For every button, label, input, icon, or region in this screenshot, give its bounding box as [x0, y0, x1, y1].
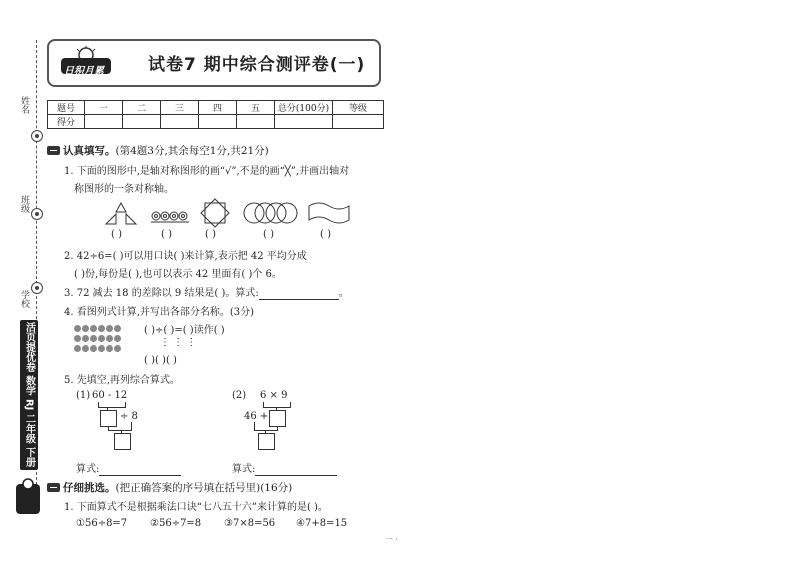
answer-box[interactable] — [269, 410, 286, 427]
table-header: 题号 — [48, 101, 85, 115]
q5b-label: (2) — [232, 390, 247, 401]
q5a-label: (1) — [76, 390, 91, 401]
q1-answer-blank[interactable]: ( ) — [263, 229, 274, 240]
class-label: 班级 — [19, 195, 29, 213]
school-label: 学校 — [19, 290, 29, 308]
score-cell[interactable] — [85, 115, 123, 129]
score-cell[interactable] — [333, 115, 384, 129]
q5b-formula: 算式: — [232, 460, 337, 476]
q4-expression[interactable]: ( )÷( )=( )读作( ) — [144, 325, 225, 336]
series-badge: 活页提优卷 数学 RJ 二年级 下册 — [20, 320, 38, 470]
q2-text: 2. 42÷6=( )可以用口诀( )来计算,表示把 42 平均分成 — [64, 251, 307, 262]
section1-heading: 认真填写。(第4题3分,其余每空1分,共21分) — [47, 143, 269, 158]
name-label: 姓名 — [19, 96, 29, 114]
connector-line — [263, 407, 291, 408]
q5a-expression: 60 - 12 — [92, 390, 128, 401]
q1-answer-blank[interactable]: ( ) — [161, 229, 172, 240]
connector-line — [277, 426, 278, 431]
circle-chain-icon — [243, 200, 299, 226]
q3-answer-line[interactable] — [259, 288, 339, 300]
connector-line — [131, 422, 132, 431]
footer-mark: 一 · — [385, 535, 399, 544]
formula-answer-line[interactable] — [255, 464, 337, 476]
table-header: 四 — [199, 101, 237, 115]
s2-q1-text: 1. 下面算式不是根据乘法口诀“七八五十六”来计算的是( )。 — [64, 502, 328, 513]
score-cell[interactable] — [199, 115, 237, 129]
spiral-row-icon — [150, 207, 190, 225]
connector-line — [98, 407, 126, 408]
section2-heading: 仔细挑选。(把正确答案的序号填在括号里)(16分) — [47, 480, 292, 495]
answer-box[interactable] — [100, 410, 117, 427]
table-row — [48, 115, 384, 129]
q2-text: ( )份,每份是( ),也可以表示 42 里面有( )个 6。 — [74, 269, 282, 280]
table-header: 三 — [161, 101, 199, 115]
diamond-square-icon — [200, 198, 230, 228]
connector-line — [254, 430, 278, 431]
q1-answer-blank[interactable]: ( ) — [320, 229, 331, 240]
table-header: 一 — [85, 101, 123, 115]
binding-hole — [31, 130, 43, 142]
option-3[interactable]: ③7×8=56 — [224, 518, 276, 529]
table-row-label: 得分 — [48, 115, 85, 129]
score-cell[interactable] — [123, 115, 161, 129]
q3-text: 3. 72 减去 18 的差除以 9 结果是( )。算式: 。 — [64, 288, 349, 299]
dot-array — [74, 322, 122, 352]
section-number-icon — [47, 483, 60, 492]
answer-box[interactable] — [258, 433, 275, 450]
page-title: 试卷7 期中综合测评卷(一) — [148, 55, 366, 75]
binding-hole — [31, 208, 43, 220]
q5b-operator: 46 + — [244, 411, 269, 422]
q1-answer-blank[interactable]: ( ) — [205, 229, 216, 240]
table-header: 总分(100分) — [275, 101, 333, 115]
option-1[interactable]: ①56÷8=7 — [76, 518, 128, 529]
binding-hole — [31, 282, 43, 294]
score-cell[interactable] — [237, 115, 275, 129]
logo-text: 日积月累 — [64, 66, 104, 77]
q4-text: 4. 看图列式计算,并写出各部分名称。(3分) — [64, 307, 255, 318]
score-cell[interactable] — [161, 115, 199, 129]
score-cell[interactable] — [275, 115, 333, 129]
q4-part-names[interactable]: ( )( )( ) — [144, 355, 177, 366]
q5a-formula: 算式: — [76, 460, 181, 476]
answer-box[interactable] — [114, 433, 131, 450]
section-number-icon — [47, 146, 60, 155]
connector-line — [108, 430, 132, 431]
q4-dots: ⋮ ⋮ ⋮ — [160, 337, 197, 348]
score-table — [47, 100, 384, 129]
table-row — [48, 101, 384, 115]
option-4[interactable]: ④7+8=15 — [296, 518, 348, 529]
q5a-operator: ÷ 8 — [120, 411, 138, 422]
table-header: 二 — [123, 101, 161, 115]
table-header: 五 — [237, 101, 275, 115]
formula-answer-line[interactable] — [99, 464, 181, 476]
flag-wave-icon — [307, 202, 351, 224]
table-header: 等级 — [333, 101, 384, 115]
side-logo-icon — [14, 478, 42, 518]
q1-text: 称图形的一条对称轴。 — [74, 184, 174, 195]
q5-text: 5. 先填空,再列综合算式。 — [64, 375, 180, 386]
trefoil-shape-icon — [103, 202, 139, 226]
q5b-expression: 6 × 9 — [260, 390, 288, 401]
q1-answer-blank[interactable]: ( ) — [111, 229, 122, 240]
option-2[interactable]: ②56÷7=8 — [150, 518, 202, 529]
q1-text: 1. 下面的图形中,是轴对称图形的画“√”,不是的画“╳”,并画出轴对 — [64, 166, 350, 177]
